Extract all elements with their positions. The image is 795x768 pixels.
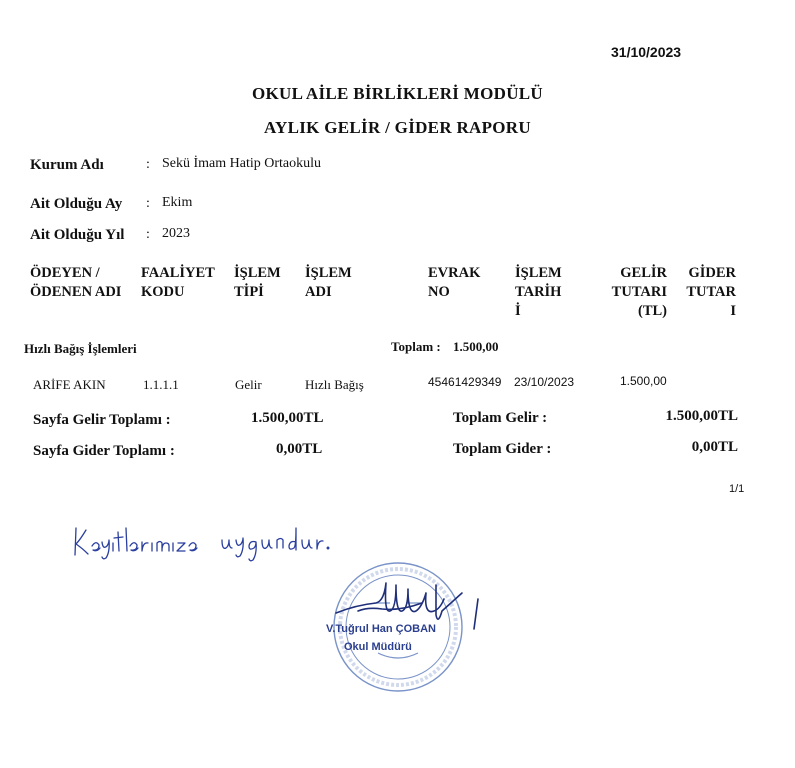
svg-text:V.Tuğrul Han ÇOBAN: V.Tuğrul Han ÇOBAN — [326, 623, 437, 635]
col-header-evrak: EVRAK NO — [428, 265, 481, 300]
official-stamp — [318, 555, 498, 705]
svg-text:Okul Müdürü: Okul Müdürü — [344, 641, 412, 653]
table-row-tarih: 23/10/2023 — [514, 375, 575, 389]
toplam-gider-label: Toplam Gider : — [453, 441, 552, 457]
sayfa-gider-value: 0,00TL — [276, 441, 323, 457]
toplam-gelir-value: 1.500,00TL — [665, 408, 738, 424]
col-header-islem-adi: İŞLEM ADI — [305, 265, 352, 300]
ay-value: Ekim — [162, 195, 193, 210]
ay-label: Ait Olduğu Ay — [30, 196, 123, 212]
col-header-islem-tipi: İŞLEM TİPİ — [234, 265, 281, 300]
yil-label: Ait Olduğu Yıl — [30, 227, 125, 243]
kurum-colon: : — [146, 157, 150, 172]
toplam-gider-value: 0,00TL — [691, 439, 738, 455]
col-header-gelir: GELİR TUTARI (TL) — [611, 265, 667, 319]
col-header-faaliyet: FAALİYET KODU — [141, 265, 215, 300]
sayfa-gider-label: Sayfa Gider Toplamı : — [33, 443, 175, 459]
sayfa-gelir-value: 1.500,00TL — [251, 410, 324, 426]
report-date: 31/10/2023 — [611, 44, 682, 60]
table-row-evrak: 45461429349 — [428, 375, 502, 389]
col-header-gider: GİDER TUTAR I — [686, 265, 736, 319]
table-row-faaliyet: 1.1.1.1 — [143, 377, 179, 392]
kurum-value: Sekü İmam Hatip Ortaokulu — [162, 156, 322, 171]
table-row-ad: Hızlı Bağış — [305, 377, 364, 392]
sayfa-gelir-label: Sayfa Gelir Toplamı : — [33, 412, 171, 428]
group-total-value: 1.500,00 — [453, 339, 499, 354]
page-number: 1/1 — [729, 483, 745, 495]
group-total-label: Toplam : — [391, 339, 441, 354]
group-name: Hızlı Bağış İşlemleri — [24, 341, 137, 356]
table-row-tip: Gelir — [235, 377, 262, 392]
ay-colon: : — [146, 196, 150, 211]
col-header-tarih: İŞLEM TARİH İ — [515, 265, 562, 319]
table-row-odeyen: ARİFE AKIN — [33, 377, 106, 392]
yil-colon: : — [146, 227, 150, 242]
kurum-label: Kurum Adı — [30, 157, 104, 173]
yil-value: 2023 — [162, 226, 190, 241]
table-row-gelir: 1.500,00 — [620, 374, 667, 388]
report-title: OKUL AİLE BİRLİKLERİ MODÜLÜ — [251, 84, 544, 103]
report-subtitle: AYLIK GELİR / GİDER RAPORU — [264, 118, 531, 137]
col-header-odeyen: ÖDEYEN / ÖDENEN ADI — [30, 265, 122, 300]
toplam-gelir-label: Toplam Gelir : — [453, 410, 548, 426]
